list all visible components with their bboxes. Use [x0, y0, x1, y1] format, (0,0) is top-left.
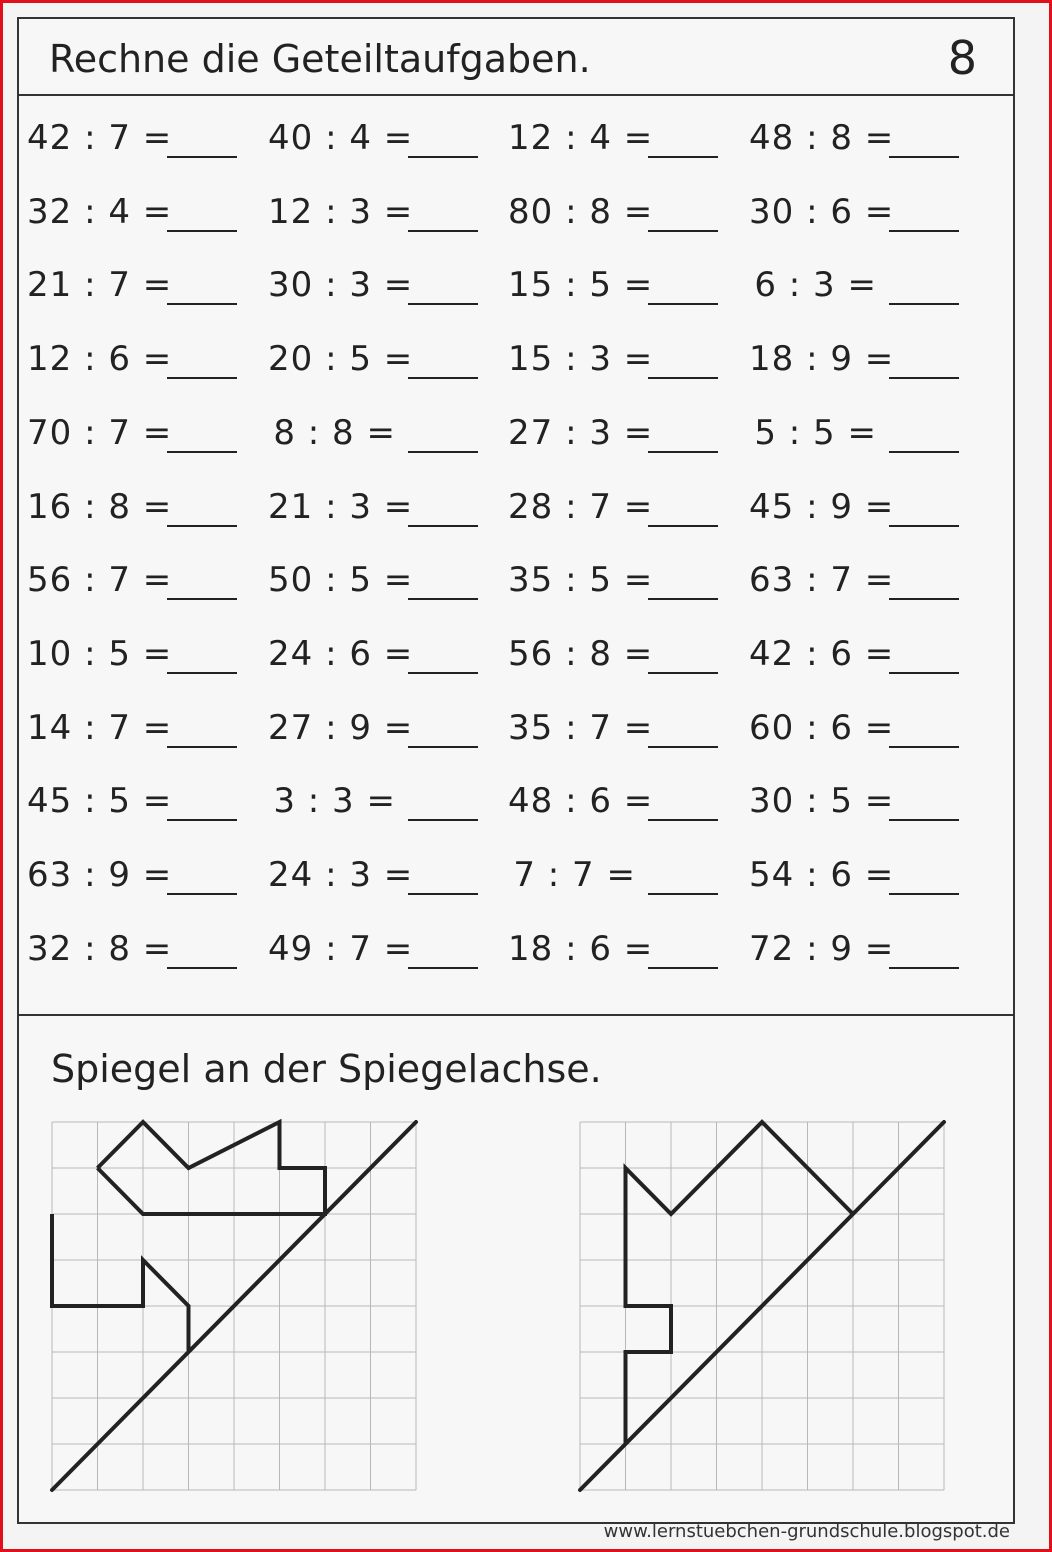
- division-expression: 5 : 5 =: [754, 412, 877, 453]
- answer-blank[interactable]: [889, 967, 959, 969]
- answer-blank[interactable]: [648, 303, 718, 305]
- division-expression: 48 : 6 =: [508, 781, 654, 822]
- answer-blank[interactable]: [889, 672, 959, 674]
- division-expression: 60 : 6 =: [749, 707, 895, 748]
- division-expression: 18 : 6 =: [508, 928, 654, 969]
- answer-blank[interactable]: [889, 746, 959, 748]
- answer-blank[interactable]: [648, 746, 718, 748]
- division-expression: 24 : 3 =: [268, 855, 414, 895]
- division-expression: 3 : 3 =: [273, 781, 396, 822]
- answer-blank[interactable]: [648, 451, 718, 453]
- division-expression: 72 : 9 =: [749, 928, 895, 969]
- division-task: [508, 265, 723, 305]
- division-task: [27, 118, 242, 158]
- answer-blank[interactable]: [167, 156, 237, 158]
- answer-blank[interactable]: [408, 377, 478, 379]
- division-expression: 30 : 5 =: [749, 781, 895, 822]
- division-task: [749, 192, 964, 232]
- division-task: [27, 929, 242, 969]
- division-expression: 30 : 3 =: [268, 265, 414, 306]
- division-expression: 20 : 5 =: [268, 339, 414, 380]
- division-expression: 70 : 7 =: [27, 412, 173, 453]
- answer-blank[interactable]: [889, 303, 959, 305]
- division-expression: 12 : 4 =: [508, 118, 654, 158]
- answer-blank[interactable]: [408, 156, 478, 158]
- answer-blank[interactable]: [889, 377, 959, 379]
- answer-blank[interactable]: [648, 525, 718, 527]
- division-task: [749, 929, 964, 969]
- answer-blank[interactable]: [648, 967, 718, 969]
- division-task: [268, 265, 483, 305]
- division-task: [749, 781, 964, 821]
- division-task: [508, 339, 723, 379]
- answer-blank[interactable]: [167, 819, 237, 821]
- answer-blank[interactable]: [408, 672, 478, 674]
- division-expression: 27 : 3 =: [508, 412, 654, 453]
- division-expression: 16 : 8 =: [27, 486, 173, 527]
- division-task: [268, 413, 483, 453]
- division-task: [749, 634, 964, 674]
- division-task: [508, 855, 723, 895]
- answer-blank[interactable]: [889, 451, 959, 453]
- division-expression: 56 : 7 =: [27, 560, 173, 601]
- division-task: [27, 634, 242, 674]
- answer-blank[interactable]: [889, 230, 959, 232]
- division-task: [749, 560, 964, 600]
- division-expression: 15 : 3 =: [508, 339, 654, 380]
- division-task: [27, 192, 242, 232]
- worksheet-header: [19, 19, 1013, 96]
- answer-blank[interactable]: [648, 377, 718, 379]
- answer-blank[interactable]: [408, 451, 478, 453]
- answer-blank[interactable]: [167, 967, 237, 969]
- division-task: [749, 487, 964, 527]
- division-expression: 54 : 6 =: [749, 855, 895, 895]
- division-expression: 63 : 7 =: [749, 560, 895, 601]
- answer-blank[interactable]: [889, 819, 959, 821]
- mirror-grid-right: [580, 1122, 944, 1492]
- mirror-figure-half: [52, 1214, 189, 1352]
- answer-blank[interactable]: [408, 819, 478, 821]
- division-task: [268, 929, 483, 969]
- division-expression: 63 : 9 =: [27, 855, 173, 895]
- division-task: [27, 339, 242, 379]
- answer-blank[interactable]: [889, 893, 959, 895]
- division-task: [749, 265, 964, 305]
- division-task: [268, 781, 483, 821]
- division-expression: 45 : 9 =: [749, 486, 895, 527]
- division-task: [508, 781, 723, 821]
- division-expression: 56 : 8 =: [508, 633, 654, 674]
- division-task: [508, 929, 723, 969]
- division-task: [508, 708, 723, 748]
- division-task: [749, 339, 964, 379]
- division-expression: 35 : 7 =: [508, 707, 654, 748]
- worksheet: [17, 17, 1015, 1524]
- division-exercises: [19, 96, 1013, 1014]
- division-task: [27, 855, 242, 895]
- division-task: [27, 413, 242, 453]
- answer-blank[interactable]: [408, 598, 478, 600]
- division-expression: 28 : 7 =: [508, 486, 654, 527]
- division-expression: 45 : 5 =: [27, 781, 173, 822]
- answer-blank[interactable]: [648, 230, 718, 232]
- answer-blank[interactable]: [889, 525, 959, 527]
- answer-blank[interactable]: [167, 893, 237, 895]
- answer-blank[interactable]: [408, 967, 478, 969]
- answer-blank[interactable]: [167, 377, 237, 379]
- division-expression: 12 : 3 =: [268, 191, 414, 232]
- division-expression: 27 : 9 =: [268, 707, 414, 748]
- division-expression: 42 : 7 =: [27, 118, 173, 158]
- division-task: [268, 192, 483, 232]
- answer-blank[interactable]: [167, 746, 237, 748]
- division-expression: 80 : 8 =: [508, 191, 654, 232]
- division-expression: 8 : 8 =: [273, 412, 396, 453]
- division-expression: 12 : 6 =: [27, 339, 173, 380]
- division-expression: 48 : 8 =: [749, 118, 895, 158]
- answer-blank[interactable]: [408, 746, 478, 748]
- page-number: 8: [947, 31, 977, 85]
- division-expression: 21 : 7 =: [27, 265, 173, 306]
- division-task: [27, 560, 242, 600]
- division-task: [268, 118, 483, 158]
- division-expression: 49 : 7 =: [268, 928, 414, 969]
- answer-blank[interactable]: [408, 230, 478, 232]
- section-divider: [19, 1014, 1013, 1016]
- answer-blank[interactable]: [648, 819, 718, 821]
- mirror-grid-left: [52, 1122, 416, 1492]
- division-expression: 40 : 4 =: [268, 118, 414, 158]
- division-expression: 14 : 7 =: [27, 707, 173, 748]
- answer-blank[interactable]: [648, 672, 718, 674]
- division-expression: 32 : 4 =: [27, 191, 173, 232]
- mirror-figure-half: [626, 1122, 854, 1444]
- division-task: [268, 855, 483, 895]
- division-expression: 7 : 7 =: [513, 855, 636, 895]
- division-expression: 35 : 5 =: [508, 560, 654, 601]
- division-expression: 18 : 9 =: [749, 339, 895, 380]
- answer-blank[interactable]: [167, 525, 237, 527]
- answer-blank[interactable]: [408, 893, 478, 895]
- division-expression: 42 : 6 =: [749, 633, 895, 674]
- division-task: [749, 413, 964, 453]
- answer-blank[interactable]: [648, 893, 718, 895]
- answer-blank[interactable]: [889, 598, 959, 600]
- division-task: [268, 339, 483, 379]
- division-task: [268, 634, 483, 674]
- division-task: [749, 855, 964, 895]
- mirror-section-title: Spiegel an der Spiegelachse.: [51, 1047, 602, 1091]
- division-task: [508, 560, 723, 600]
- answer-blank[interactable]: [889, 156, 959, 158]
- answer-blank[interactable]: [167, 598, 237, 600]
- watermark-url: www.lernstuebchen-grundschule.blogspot.de: [603, 1521, 1010, 1542]
- division-task: [27, 487, 242, 527]
- division-task: [27, 708, 242, 748]
- answer-blank[interactable]: [648, 156, 718, 158]
- answer-blank[interactable]: [167, 230, 237, 232]
- division-expression: 15 : 5 =: [508, 265, 654, 306]
- division-task: [508, 192, 723, 232]
- division-task: [508, 118, 723, 158]
- division-task: [27, 265, 242, 305]
- division-expression: 32 : 8 =: [27, 928, 173, 969]
- division-task: [508, 413, 723, 453]
- division-expression: 24 : 6 =: [268, 633, 414, 674]
- division-task: [508, 634, 723, 674]
- division-task: [268, 560, 483, 600]
- answer-blank[interactable]: [167, 303, 237, 305]
- answer-blank[interactable]: [408, 303, 478, 305]
- division-expression: 6 : 3 =: [754, 265, 877, 306]
- answer-blank[interactable]: [648, 598, 718, 600]
- answer-blank[interactable]: [167, 672, 237, 674]
- division-expression: 21 : 3 =: [268, 486, 414, 527]
- division-task: [508, 487, 723, 527]
- division-expression: 10 : 5 =: [27, 633, 173, 674]
- division-task: [268, 708, 483, 748]
- division-task: [749, 118, 964, 158]
- division-task: [749, 708, 964, 748]
- page-title: Rechne die Geteiltaufgaben.: [49, 37, 591, 81]
- division-task: [27, 781, 242, 821]
- division-task: [268, 487, 483, 527]
- answer-blank[interactable]: [408, 525, 478, 527]
- division-expression: 50 : 5 =: [268, 560, 414, 601]
- division-expression: 30 : 6 =: [749, 191, 895, 232]
- answer-blank[interactable]: [167, 451, 237, 453]
